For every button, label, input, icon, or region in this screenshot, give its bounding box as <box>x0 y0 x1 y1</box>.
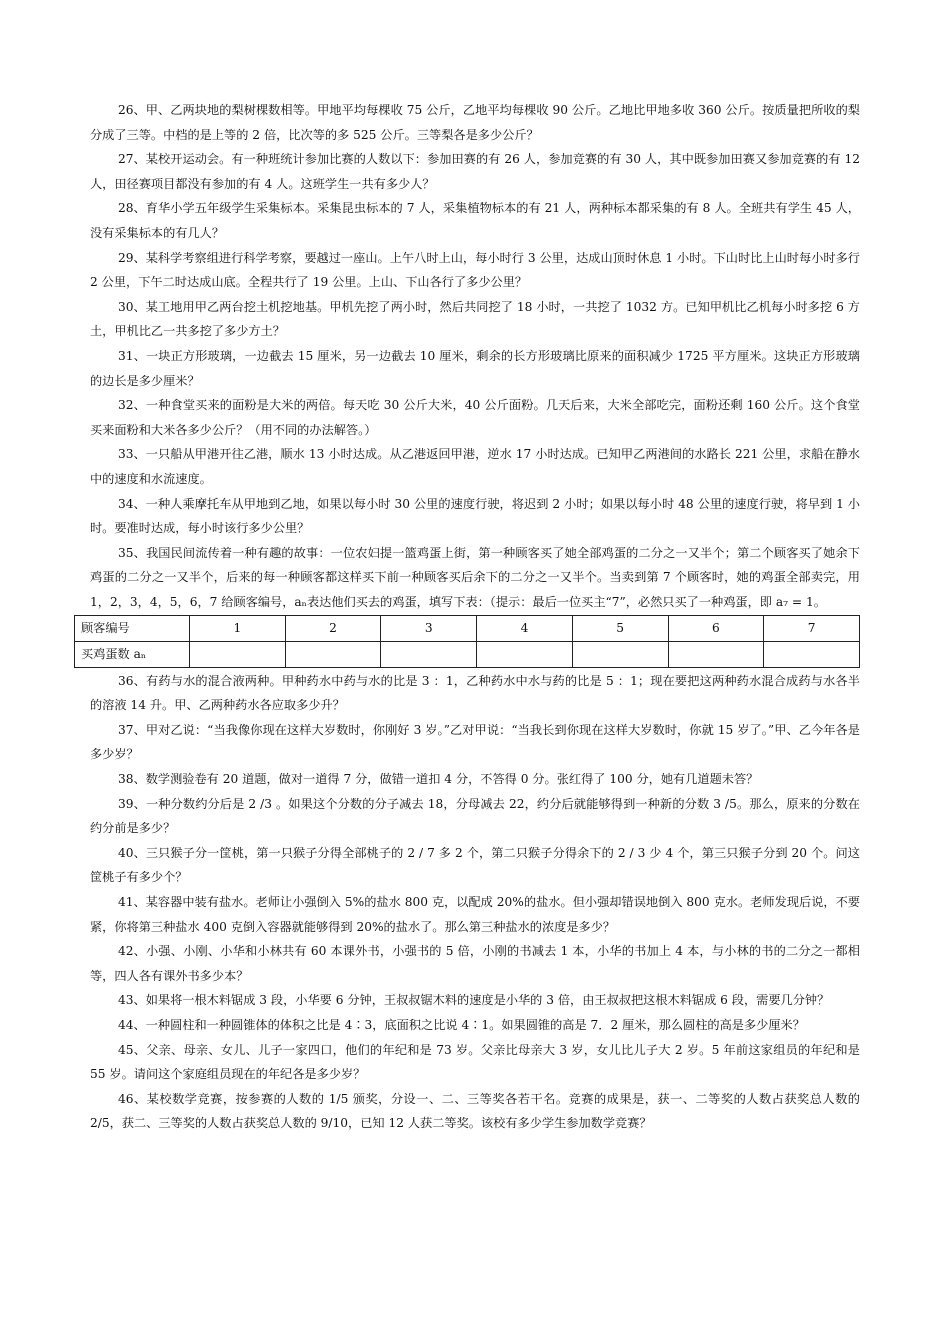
table-cell-number: 1 <box>190 616 286 642</box>
problem-30: 30、某工地用甲乙两台挖土机挖地基。甲机先挖了两小时，然后共同挖了 18 小时，一共挖了 1032 方。已知甲机比乙机每小时多挖 6 方土，甲机比乙一共多挖了多少方土？ <box>90 299 860 339</box>
table-cell-number: 2 <box>285 616 381 642</box>
table-cell-blank[interactable] <box>764 642 860 668</box>
problem-33: 33、一只船从甲港开往乙港，顺水 13 小时达成。从乙港返回甲港，逆水 17 小时达成。已知甲乙两港间的水路长 221 公里，求船在静水中的速度和水流速度。 <box>90 447 860 486</box>
table-cell-number: 5 <box>572 616 668 642</box>
problem-44: 44、一种圆柱和一种圆锥体的体积之比是 4∶3，底面积之比说 4∶1。如果圆锥的高是 7．2 厘米，那么圆柱的高是多少厘米？ <box>118 1017 805 1032</box>
worksheet-page <box>81 98 860 1136</box>
problem-27: 27、某校开运动会。有一种班统计参加比赛的人数以下：参加田赛的有 26 人，参加竞赛的有 30 人，其中既参加田赛又参加竞赛的有 12 人，田径赛项目都没有参加的有 4 人。这班学生一共有多少人？ <box>90 152 860 191</box>
table-cell-number: 4 <box>477 616 573 642</box>
problem-46: 46、某校数学竞赛，按参赛的人数的 1/5 颁奖，分设一、二、三等奖各若干名。竞赛的成果是，获一、二等奖的人数占获奖总人数的 2/5，获二、三等奖的人数占获奖总人数的 9/10，已知 12 人获二等奖。该校有多少学生参加数学竞赛？ <box>90 1091 860 1131</box>
customer-egg-table <box>74 615 860 667</box>
table-cell-number: 3 <box>381 616 477 642</box>
table-cell-number: 6 <box>668 616 764 642</box>
table-cell-blank[interactable] <box>572 642 668 668</box>
table-cell-number: 7 <box>764 616 860 642</box>
table-cell-blank[interactable] <box>285 642 381 668</box>
problem-29: 29、某科学考察组进行科学考察，要越过一座山。上午八时上山，每小时行 3 公里，达成山顶时休息 1 小时。下山时比上山时每小时多行 2 公里，下午二时达成山底。全程共行了 19 公里。上山、下山各行了多少公里？ <box>90 250 860 290</box>
problem-28: 28、育华小学五年级学生采集标本。采集昆虫标本的 7 人，采集植物标本的有 21 人，两种标本都采集的有 8 人。全班共有学生 45 人，没有采集标本的有几人？ <box>90 201 860 240</box>
problem-40: 40、三只猴子分一筐桃，第一只猴子分得全部桃子的 2 / 7 多 2 个，第二只猴子分得余下的 2 / 3 少 4 个，第三只猴子分到 20 个。问这筐桃子有多少个？ <box>90 845 860 885</box>
problem-39: 39、一种分数约分后是 2 /3 。如果这个分数的分子减去 18，分母减去 22，约分后就能够得到一种新的分数 3 /5。那么，原来的分数在约分前是多少？ <box>90 796 860 836</box>
problem-34: 34、一种人乘摩托车从甲地到乙地，如果以每小时 30 公里的速度行驶，将迟到 2 小时；如果以每小时 48 公里的速度行驶，将早到 1 小时。要准时达成，每小时该行多少公里？ <box>90 496 860 536</box>
table-cell-blank[interactable] <box>477 642 573 668</box>
problem-45: 45、父亲、母亲、女儿、儿子一家四口，他们的年纪和是 73 岁。父亲比母亲大 3 岁，女儿比儿子大 2 岁。5 年前这家组员的年纪和是 55 岁。请问这个家庭组员现在的年纪各是多少岁？ <box>90 1042 860 1082</box>
problem-36: 36、有药与水的混合液两种。甲种药水中药与水的比是 3 ：1，乙种药水中水与药的比是 5 ：1；现在要把这两种药水混合成药与水各半的溶液 14 升。甲、乙两种药水各应取多少升？ <box>90 673 860 713</box>
table-cell-blank[interactable] <box>190 642 286 668</box>
problem-43: 43、如果将一根木料锯成 3 段，小华要 6 分钟，王叔叔锯木料的速度是小华的 3 倍，由王叔叔把这根木料锯成 6 段，需要几分钟？ <box>118 993 830 1008</box>
table-row <box>75 616 860 642</box>
problem-37: 37、甲对乙说：“当我像你现在这样大岁数时，你刚好 3 岁。”乙对甲说：“当我长到你现在这样大岁数时，你就 15 岁了。”甲、乙今年各是多少岁？ <box>90 722 860 762</box>
problem-38: 38、数学测验卷有 20 道题，做对一道得 7 分，做错一道扣 4 分，不答得 0 分。张红得了 100 分，她有几道题未答？ <box>118 772 759 787</box>
problem-41: 41、某容器中装有盐水。老师让小强倒入 5%的盐水 800 克，以配成 20%的盐水。但小强却错误地倒入 800 克水。老师发现后说，不要紧，你将第三种盐水 400 克倒入容器就能够得到 20%的盐水了。那么第三种盐水的浓度是多少？ <box>90 895 860 934</box>
problem-42: 42、小强、小刚、小华和小林共有 60 本课外书，小强书的 5 倍，小刚的书减去 1 本，小华的书加上 4 本，与小林的书的二分之一都相等，四人各有课外书多少本？ <box>90 944 860 983</box>
problem-26: 26、甲、乙两块地的梨树棵数相等。甲地平均每棵收 75 公斤，乙地平均每棵收 90 公斤。乙地比甲地多收 360 公斤。按质量把所收的梨分成了三等。中档的是上等的 2 倍，比次等的多 525 公斤。三等梨各是多少公斤？ <box>90 103 860 142</box>
table-header-eggs-bought: 买鸡蛋数 aₙ <box>75 642 190 668</box>
table-cell-blank[interactable] <box>668 642 764 668</box>
problem-35: 35、我国民间流传着一种有趣的故事：一位农妇提一篮鸡蛋上街，第一种顾客买了她全部鸡蛋的二分之一又半个；第二个顾客买了她余下鸡蛋的二分之一又半个，后来的每一种顾客都这样买下前一种顾客买后余下的二分之一又半个。当卖到第 7 个顾客时，她的鸡蛋全部卖完，用 1，2，3，4，5，6，7 给顾客编号，aₙ表达他们买去的鸡蛋，填写下表：（提示：最后一位买主“7”，必然只买了一种鸡蛋，即 a₇ = 1。 <box>90 545 860 609</box>
table-cell-blank[interactable] <box>381 642 477 668</box>
table-row <box>75 642 860 668</box>
problem-32: 32、一种食堂买来的面粉是大米的两倍。每天吃 30 公斤大米，40 公斤面粉。几天后来，大米全部吃完，面粉还剩 160 公斤。这个食堂买来面粉和大米各多少公斤？（用不同的办法解答。） <box>90 398 860 437</box>
table-header-customer-number: 顾客编号 <box>75 616 190 642</box>
problem-31: 31、一块正方形玻璃，一边截去 15 厘米，另一边截去 10 厘米，剩余的长方形玻璃比原来的面积减少 1725 平方厘米。这块正方形玻璃的边长是多少厘米？ <box>90 348 860 388</box>
